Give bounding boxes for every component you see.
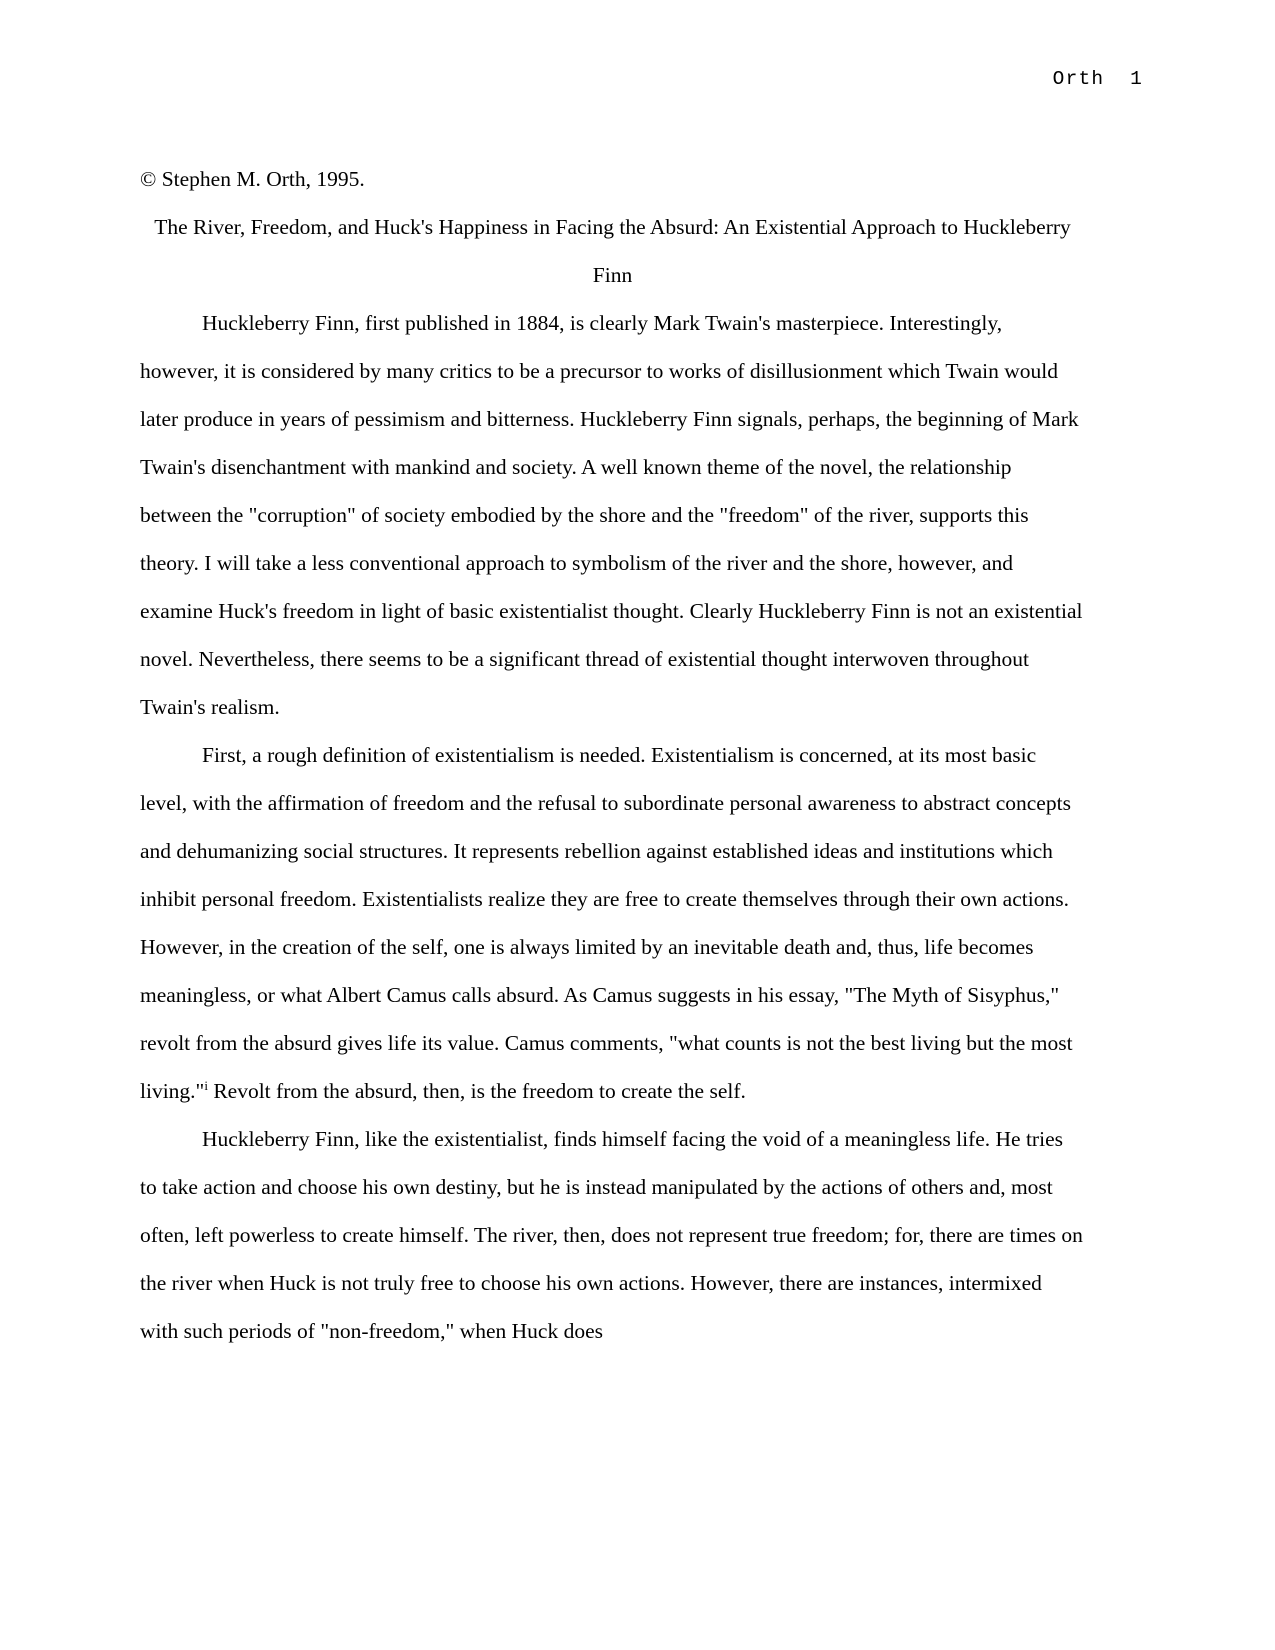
footnote-marker: i xyxy=(204,1077,208,1093)
paragraph-2 xyxy=(140,731,1085,1115)
paragraph-3: Huckleberry Finn, like the existentialist, finds himself facing the void of a meaningless life. He tries to take action and choose his own destiny, but he is instead manipulated by the actions of others and, most often, left powerless to create himself. The river, then, does not represent true freedom; for, there are times on the river when Huck is not truly free to choose his own actions. However, there are instances, intermixed with such periods of "non-freedom," when Huck does xyxy=(140,1127,1083,1343)
page-title: The River, Freedom, and Huck's Happiness in Facing the Absurd: An Existential Approach to Huckleberry Finn xyxy=(154,215,1071,287)
copyright-line: © Stephen M. Orth, 1995. xyxy=(140,167,365,191)
running-head: Orth 1 xyxy=(1052,68,1143,90)
paragraph-2-text: First, a rough definition of existentialism is needed. Existentialism is concerned, at its most basic level, with the affirmation of freedom and the refusal to subordinate personal awareness to abstract concepts and dehumanizing social structures. It represents rebellion against established ideas and institutions which inhibit personal freedom. Existentialists realize they are free to create themselves through their own actions. However, in the creation of the self, one is always limited by an inevitable death and, thus, life becomes meaningless, or what Albert Camus calls absurd. As Camus suggests in his essay, "The Myth of Sisyphus," revolt from the absurd gives life its value. Camus comments, "what counts is not the best living but the most living." xyxy=(140,743,1073,1103)
paragraph-2-tail: Revolt from the absurd, then, is the freedom to create the self. xyxy=(207,1079,746,1103)
paragraph-1: Huckleberry Finn, first published in 1884, is clearly Mark Twain's masterpiece. Interestingly, however, it is considered by many critics to be a precursor to works of disillusionment which Twain would later produce in years of pessimism and bitterness. Huckleberry Finn signals, perhaps, the beginning of Mark Twain's disenchantment with mankind and society. A well known theme of the novel, the relationship between the "corruption" of society embodied by the shore and the "freedom" of the river, supports this theory. I will take a less conventional approach to symbolism of the river and the shore, however, and examine Huck's freedom in light of basic existentialist thought. Clearly Huckleberry Finn is not an existential novel. Nevertheless, there seems to be a significant thread of existential thought interwoven throughout Twain's realism. xyxy=(140,311,1083,719)
document-body xyxy=(140,155,1085,1355)
